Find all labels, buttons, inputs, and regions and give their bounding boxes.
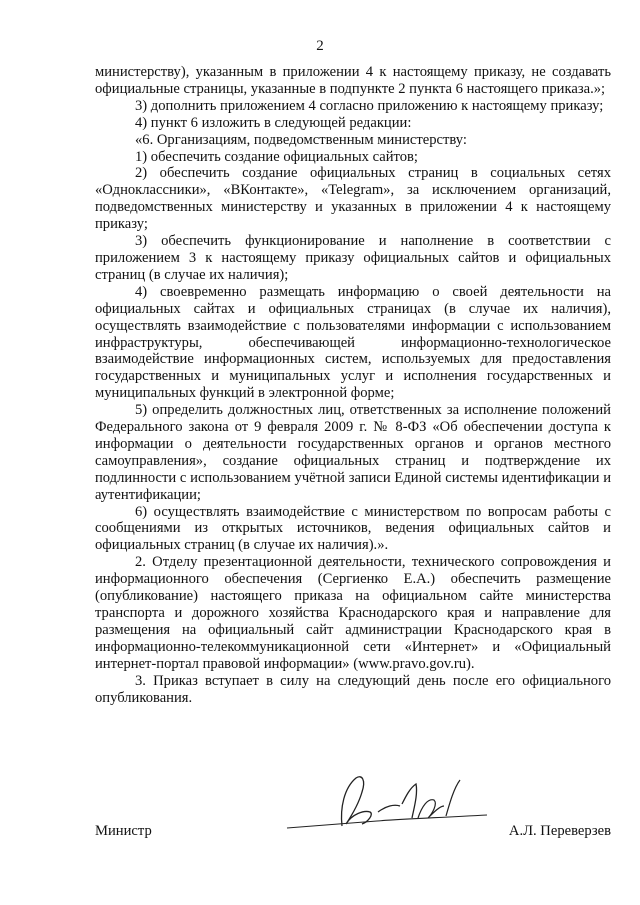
paragraph: 6) осуществлять взаимодействие с министерством по вопросам работы с сообщениями из открытых источников, ведения официальных сайтов и официальных страниц (в случае их наличия).». bbox=[95, 503, 611, 554]
paragraph: 2) обеспечить создание официальных страниц в социальных сетях «Одноклассники», «ВКонтакте», «Telegram», за исключением организаций, подведомственных министерству и указанных в приложении 4 к настоящему приказу; bbox=[95, 165, 611, 233]
paragraph: 4) своевременно размещать информацию о своей деятельности на официальных сайтах и официальных страницах (в случае их наличия), осуществлять взаимодействие с пользователями информации с использованием инфраструктуры, обеспечивающей информационно-технологическое взаимодействие информационных систем, используемых для предоставления государственных и муниципальных услуг и исполнения государственных и муниципальных функций в электронной форме; bbox=[95, 283, 611, 402]
paragraph: 3) дополнить приложением 4 согласно приложению к настоящему приказу; bbox=[135, 97, 604, 114]
document-body bbox=[95, 64, 611, 706]
page-number: 2 bbox=[316, 38, 324, 54]
paragraph: 4) пункт 6 изложить в следующей редакции: bbox=[135, 114, 412, 131]
paragraph: 1) обеспечить создание официальных сайтов; bbox=[135, 148, 418, 165]
paragraph: 3. Приказ вступает в силу на следующий день после его официального опубликования. bbox=[95, 672, 611, 706]
paragraph: «6. Организациям, подведомственным министерству: bbox=[135, 131, 467, 148]
signer-name: А.Л. Переверзев bbox=[508, 823, 611, 839]
paragraph: 2. Отделу презентационной деятельности, технического сопровождения и информационного обеспечения (Сергиенко Е.А.) обеспечить размещение (опубликование) настоящего приказа на официальном сайте министерства транспорта и дорожного хозяйства Краснодарского края и направление для размещения на официальный сайт администрации Краснодарского края в информационно-телекоммуникационной сети «Интернет» и «Официальный интернет-портал правовой информации» (www.pravo.gov.ru). bbox=[95, 554, 611, 672]
paragraph: 5) определить должностных лиц, ответственных за исполнение положений Федерального закона от 9 февраля 2009 г. № 8-ФЗ «Об обеспечении доступа к информации о деятельности государственных органов и органов местного самоуправления», создание официальных страниц и подтверждение их подлинности с использованием учётной записи Единой системы идентификации и аутентификации; bbox=[95, 402, 611, 503]
paragraph: 3) обеспечить функционирование и наполнение в соответствии с приложением 3 к настоящему приказу официальных сайтов и официальных страниц (в случае их наличия); bbox=[95, 233, 611, 283]
paragraph: министерству), указанным в приложении 4 к настоящему приказу, не создавать официальные страницы, указанные в подпункте 2 пункта 6 настоящего приказа.»; bbox=[95, 64, 611, 97]
signer-role: Министр bbox=[95, 823, 152, 839]
signature-block bbox=[95, 823, 611, 843]
